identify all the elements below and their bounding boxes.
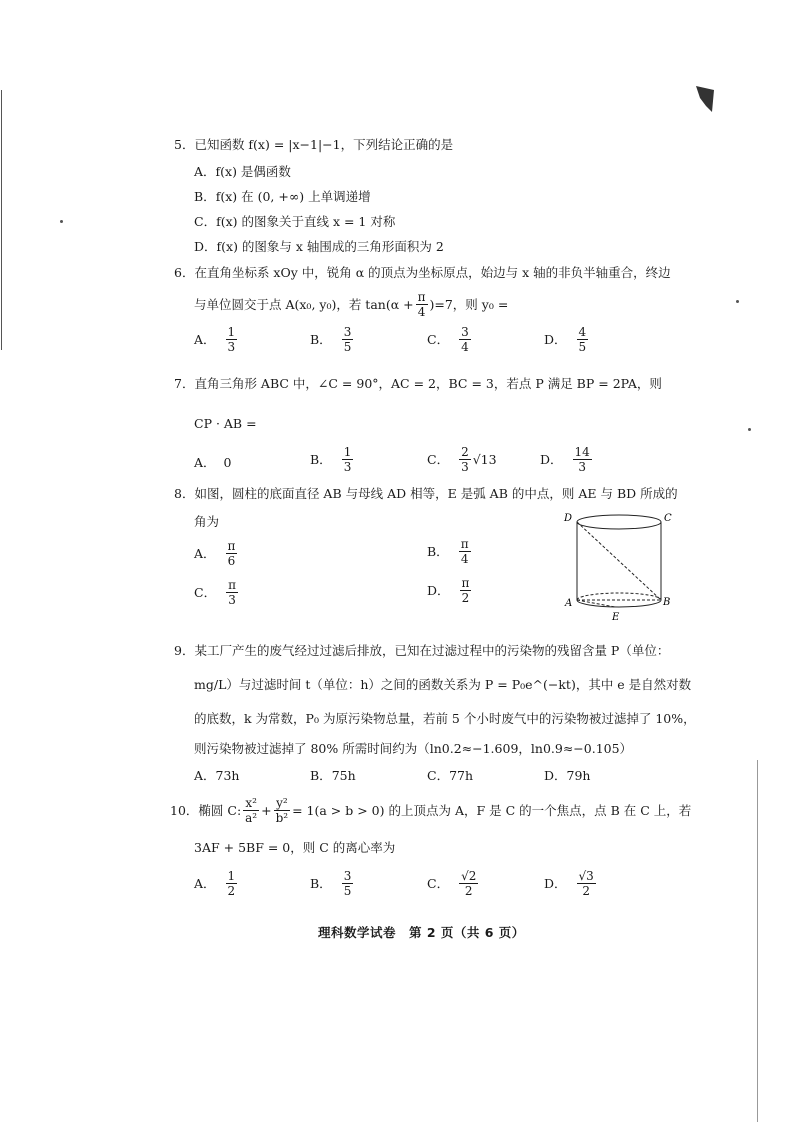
q6-option-d: D． $\frac{4}{5}$ — [544, 325, 587, 354]
q5-option-d: D．f(x) 的图象与 x 轴围成的三角形面积为 2 — [194, 239, 444, 254]
page-footer: 理科数学试卷 第 2 页（共 6 页） — [318, 925, 525, 940]
q6-stem-line2: 与单位圆交于点 A(x₀, y₀)，若 tan(α + $\frac{\pi}{4}$ )=7，则 y₀ = — [194, 290, 509, 319]
q10-option-c: C． $\frac{√2}{2}$ — [427, 869, 477, 898]
scan-speck — [736, 300, 739, 303]
q5-option-c: C．f(x) 的图象关于直线 x = 1 对称 — [194, 214, 396, 229]
q7-option-d: D． $\frac{14}{3}$ — [540, 445, 590, 474]
q8-option-c: C． $\frac{\pi}{3}$ — [194, 578, 236, 607]
q7-option-a: A． 0 — [194, 455, 232, 470]
segment-bd — [577, 522, 661, 600]
q8-option-b: B． $\frac{\pi}{4}$ — [427, 537, 469, 566]
q9-option-a: A．73h — [194, 768, 240, 783]
scan-speck — [60, 220, 63, 223]
scan-speck — [748, 428, 751, 431]
q9-stem-line4: 则污染物被过滤掉了 80% 所需时间约为（ln0.2≈−1.609，ln0.9≈−0.105） — [194, 741, 633, 756]
q10-option-a: A． $\frac{1}{2}$ — [194, 869, 236, 898]
q9-stem-line2: mg/L）与过滤时间 t（单位：h）之间的函数关系为 P = P₀e^(−kt)，其中 e 是自然对数 — [194, 677, 692, 692]
q5-option-a: A．f(x) 是偶函数 — [194, 164, 291, 179]
scan-corner-mark — [694, 84, 716, 114]
cylinder-bottom-back-arc — [577, 593, 661, 600]
q9-option-c: C．77h — [427, 768, 474, 783]
q8-stem-line2: 角为 — [194, 514, 220, 529]
q10-stem-line1: 10．椭圆 C: $\frac{\text{x²}}{\text{a²}}$ + $\frac{\text{y²}}{\text{b²}}$ = 1(a > b > 0) 的上顶点为 A，F 是 C 的一个焦点，点 B 在 C 上，若 — [170, 796, 692, 825]
q10-stem-line2: 3AF + 5BF = 0，则 C 的离心率为 — [194, 840, 396, 855]
label-c: C — [664, 513, 672, 524]
q7-option-c: C． $\frac{2}{3}$ √13 — [427, 445, 497, 474]
q6-option-c: C． $\frac{3}{4}$ — [427, 325, 469, 354]
q9-option-d: D．79h — [544, 768, 591, 783]
right-edge-line — [757, 760, 758, 1122]
label-d: D — [564, 513, 573, 524]
q10-option-b: B． $\frac{3}{5}$ — [310, 869, 352, 898]
q7-option-b: B． $\frac{1}{3}$ — [310, 445, 352, 474]
q6-stem-line1: 6．在直角坐标系 xOy 中，锐角 α 的顶点为坐标原点，始边与 x 轴的非负半轴重合，终边 — [174, 265, 671, 280]
label-e: E — [612, 612, 620, 623]
cylinder-bottom-front-arc — [577, 600, 661, 607]
label-b: B — [663, 597, 671, 608]
q6-fraction: $\frac{\pi}{4}$ — [417, 290, 426, 319]
q9-stem-line3: 的底数，k 为常数，P₀ 为原污染物总量，若前 5 个小时废气中的污染物被过滤掉了 10%， — [194, 711, 696, 726]
cylinder-figure — [560, 508, 690, 624]
q7-stem-line1: 7．直角三角形 ABC 中，∠C = 90°，AC = 2，BC = 3，若点 P 满足 BP = 2PA，则 — [174, 376, 662, 391]
left-margin-line — [1, 90, 2, 350]
q9-stem-line1: 9．某工厂产生的废气经过过滤后排放，已知在过滤过程中的污染物的残留含量 P（单位： — [174, 643, 670, 658]
q8-stem-line1: 8．如图，圆柱的底面直径 AB 与母线 AD 相等，E 是弧 AB 的中点，则 AE 与 BD 所成的 — [174, 486, 678, 501]
q7-stem-line2: CP · AB = — [194, 416, 257, 431]
cylinder-top-ellipse — [577, 515, 661, 529]
q10-option-d: D． $\frac{√3}{2}$ — [544, 869, 594, 898]
q5-option-b: B．f(x) 在 (0, +∞) 上单调递增 — [194, 189, 371, 204]
label-a: A — [565, 598, 573, 609]
q6-option-a: A． $\frac{1}{3}$ — [194, 325, 236, 354]
q10-fraction-x: $\frac{\text{x²}}{\text{a²}}$ — [245, 796, 258, 825]
q5-stem: 5．已知函数 f(x) = |x−1|−1，下列结论正确的是 — [174, 137, 454, 152]
q9-option-b: B．75h — [310, 768, 356, 783]
q6-option-b: B． $\frac{3}{5}$ — [310, 325, 352, 354]
q10-fraction-y: $\frac{\text{y²}}{\text{b²}}$ — [275, 796, 289, 825]
q8-option-a: A． $\frac{\pi}{6}$ — [194, 539, 236, 568]
q8-option-d: D． $\frac{\pi}{2}$ — [427, 576, 470, 605]
